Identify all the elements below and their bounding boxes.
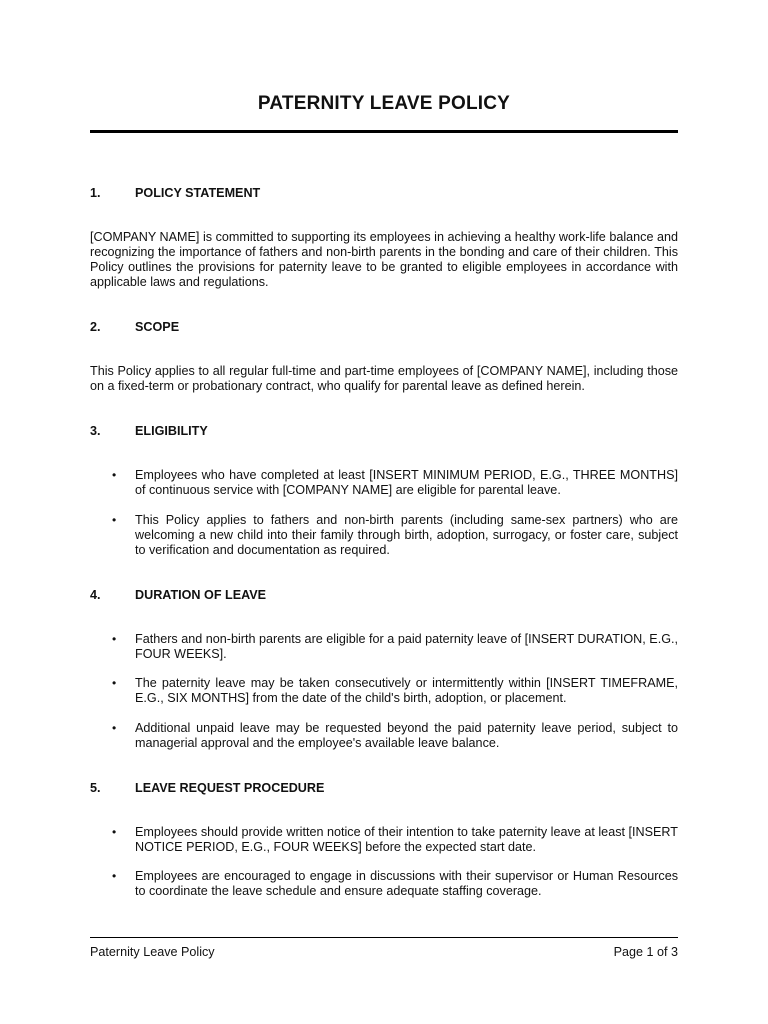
section-number: 1. xyxy=(90,186,101,200)
section-heading xyxy=(90,186,678,201)
list-item xyxy=(90,869,678,899)
title-rule xyxy=(90,130,678,133)
section-leave-request-procedure xyxy=(90,781,678,900)
section-eligibility xyxy=(90,424,678,558)
bullet-icon: • xyxy=(112,676,117,690)
list-item-text: Additional unpaid leave may be requested beyond the paid paternity leave period, subject to managerial approval and the employee's available leave balance. xyxy=(135,720,678,750)
list-item-text: Employees who have completed at least [INSERT MINIMUM PERIOD, E.G., THREE MONTHS] of continuous service with [COMPANY NAME] are eligible for parental leave. xyxy=(135,468,678,497)
footer-rule xyxy=(90,937,678,938)
section-number: 5. xyxy=(90,780,101,795)
list-item-text: Fathers and non-birth parents are eligible for a paid paternity leave of [INSERT DURATION, E.G., FOUR WEEKS]. xyxy=(135,631,678,661)
section-number: 4. xyxy=(90,587,101,602)
list-item-text: Employees should provide written notice of their intention to take paternity leave at least [INSERT NOTICE PERIOD, E.G., FOUR WEEKS] before the expected start date. xyxy=(135,824,678,854)
section-paragraph: This Policy applies to all regular full-time and part-time employees of [COMPANY NAME], including those on a fixed-term or probationary contract, who qualify for parental leave as defined herein. xyxy=(90,364,678,393)
section-heading xyxy=(90,424,678,439)
section-heading xyxy=(90,781,678,796)
list-item xyxy=(90,513,678,558)
bullet-icon: • xyxy=(112,512,117,527)
bullet-icon: • xyxy=(112,631,117,646)
bullet-icon: • xyxy=(112,468,117,482)
section-title: SCOPE xyxy=(135,320,180,334)
list-item-text: Employees are encouraged to engage in discussions with their supervisor or Human Resources to coordinate the leave schedule and ensure adequate staffing coverage. xyxy=(135,869,678,898)
list-item-text: This Policy applies to fathers and non-birth parents (including same-sex partners) who are welcoming a new child into their family through birth, adoption, surrogacy, or foster care, subject to verification and documentation as required. xyxy=(135,512,678,557)
list-item xyxy=(90,468,678,498)
list-item xyxy=(90,825,678,855)
bullet-list xyxy=(90,825,678,900)
section-number: 3. xyxy=(90,424,101,438)
document-title: PATERNITY LEAVE POLICY xyxy=(257,93,511,114)
footer-page-number: Page 1 of 3 xyxy=(613,945,678,959)
section-policy-statement xyxy=(90,186,678,290)
document-body xyxy=(90,186,678,899)
section-number: 2. xyxy=(90,320,101,334)
bullet-icon: • xyxy=(112,824,117,839)
section-title: LEAVE REQUEST PROCEDURE xyxy=(135,780,325,795)
bullet-list xyxy=(90,632,678,751)
list-item xyxy=(90,632,678,662)
section-duration-of-leave xyxy=(90,588,678,751)
section-paragraph: [COMPANY NAME] is committed to supporting its employees in achieving a healthy work-life balance and recognizing the importance of fathers and non-birth parents in the bonding and care of their children. This Policy outlines the provisions for paternity leave to be granted to eligible employees in accordance with applicable laws and regulations. xyxy=(90,230,678,289)
list-item xyxy=(90,676,678,706)
bullet-icon: • xyxy=(112,720,117,735)
footer-document-name: Paternity Leave Policy xyxy=(90,945,215,959)
section-title: POLICY STATEMENT xyxy=(135,186,261,200)
section-heading xyxy=(90,320,678,335)
list-item-text: The paternity leave may be taken consecutively or intermittently within [INSERT TIMEFRAME, E.G., SIX MONTHS] from the date of the child's birth, adoption, or placement. xyxy=(135,676,678,705)
bullet-list xyxy=(90,468,678,558)
list-item xyxy=(90,721,678,751)
section-title: DURATION OF LEAVE xyxy=(135,587,267,602)
bullet-icon: • xyxy=(112,869,117,883)
section-scope xyxy=(90,320,678,394)
section-heading xyxy=(90,588,678,603)
section-title: ELIGIBILITY xyxy=(135,424,208,438)
